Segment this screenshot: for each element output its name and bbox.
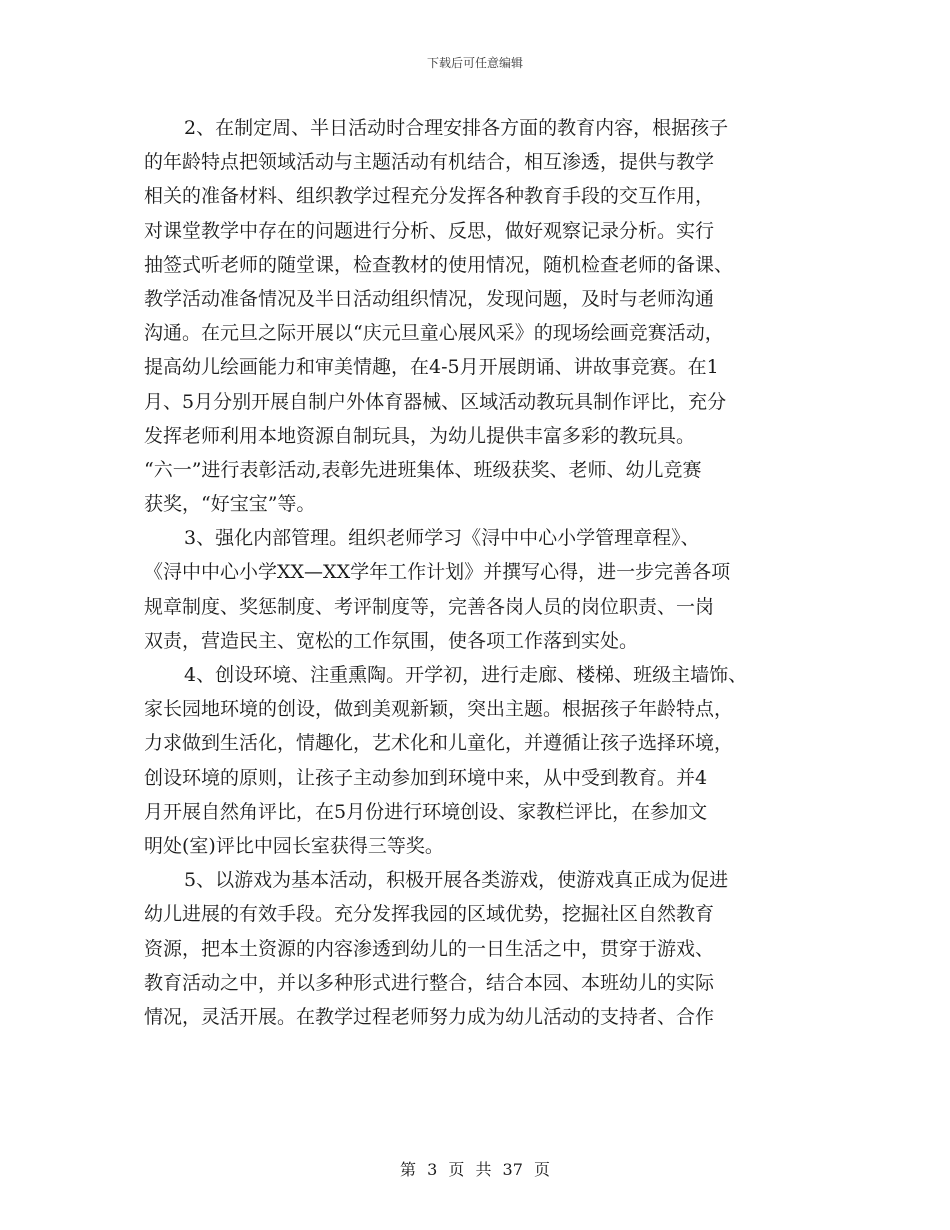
paragraph-line: 幼儿进展的有效手段。充分发挥我园的区域优势，挖掘社区自然教育 [144, 903, 715, 926]
paragraph-line: 规章制度、奖惩制度、考评制度等，完善各岗人员的岗位职责、一岗 [144, 595, 715, 618]
paragraph-line: 资源，把本土资源的内容渗透到幼儿的一日生活之中，贯穿于游戏、 [144, 937, 715, 960]
paragraph-line: 发挥老师利用本地资源自制玩具，为幼儿提供丰富多彩的教玩具。 [144, 424, 696, 447]
paragraph-line: “六一”进行表彰活动,表彰先进班集体、班级获奖、老师、幼儿竞赛 [144, 458, 702, 481]
paragraph-line: 对课堂教学中存在的问题进行分析、反思，做好观察记录分析。实行 [144, 219, 715, 242]
paragraph-line: 沟通。在元旦之际开展以“庆元旦童心展风采》的现场绘画竞赛活动， [144, 322, 724, 345]
paragraph-line: 相关的准备材料、组织教学过程充分发挥各种教育手段的交互作用， [144, 185, 715, 208]
paragraph-line: 力求做到生活化，情趣化，艺术化和儿童化，并遵循让孩子选择环境， [144, 732, 734, 755]
paragraph-line: 明处(室)评比中园长室获得三等奖。 [144, 834, 444, 857]
paragraph-first-line: 5、以游戏为基本活动，积极开展各类游戏，使游戏真正成为促进 [184, 869, 729, 892]
paragraph-line: 情况，灵活开展。在教学过程老师努力成为幼儿活动的支持者、合作 [144, 1005, 715, 1028]
document-body [144, 111, 804, 1034]
paragraph-line: 的年龄特点把领域活动与主题活动有机结合，相互渗透，提供与教学 [144, 151, 715, 174]
paragraph-line: 教育活动之中，并以多种形式进行整合，结合本园、本班幼儿的实际 [144, 971, 715, 994]
paragraph-line: 获奖，“好宝宝”等。 [144, 493, 316, 516]
paragraph-line: 月、5月分别开展自制户外体育器械、区域活动教玩具制作评比，充分 [144, 390, 727, 413]
paragraph-first-line: 2、在制定周、半日活动时合理安排各方面的教育内容，根据孩子 [184, 117, 729, 139]
paragraph-line: 《浔中中心小学XX—XX学年工作计划》并撰写心得，进一步完善各项 [144, 561, 731, 584]
paragraph-line: 双责，营造民主、宽松的工作氛围，使各项工作落到实处。 [144, 629, 639, 652]
page-footer: 第 3 页 共 37 页 [400, 1160, 550, 1179]
paragraph-line: 月开展自然角评比，在5月份进行环境创设、家教栏评比，在参加文 [144, 800, 708, 823]
paragraph-line: 家长园地环境的创设，做到美观新颖，突出主题。根据孩子年龄特点， [144, 698, 734, 721]
paragraph-line: 教学活动准备情况及半日活动组织情况，发现问题，及时与老师沟通 [144, 287, 715, 310]
page-header: 下载后可任意编辑 [426, 56, 523, 70]
paragraph-line: 抽签式听老师的随堂课，检查教材的使用情况，随机检查老师的备课、 [144, 253, 734, 276]
paragraph-first-line: 3、强化内部管理。组织老师学习《浔中中心小学管理章程》、 [184, 527, 700, 550]
paragraph-line: 提高幼儿绘画能力和审美情趣，在4-5月开展朗诵、讲故事竞赛。在1 [144, 356, 719, 379]
paragraph-line: 创设环境的原则，让孩子主动参加到环境中来，从中受到教育。并4 [144, 766, 708, 789]
paragraph-first-line: 4、创设环境、注重熏陶。开学初，进行走廊、楼梯、班级主墙饰、 [184, 664, 748, 686]
